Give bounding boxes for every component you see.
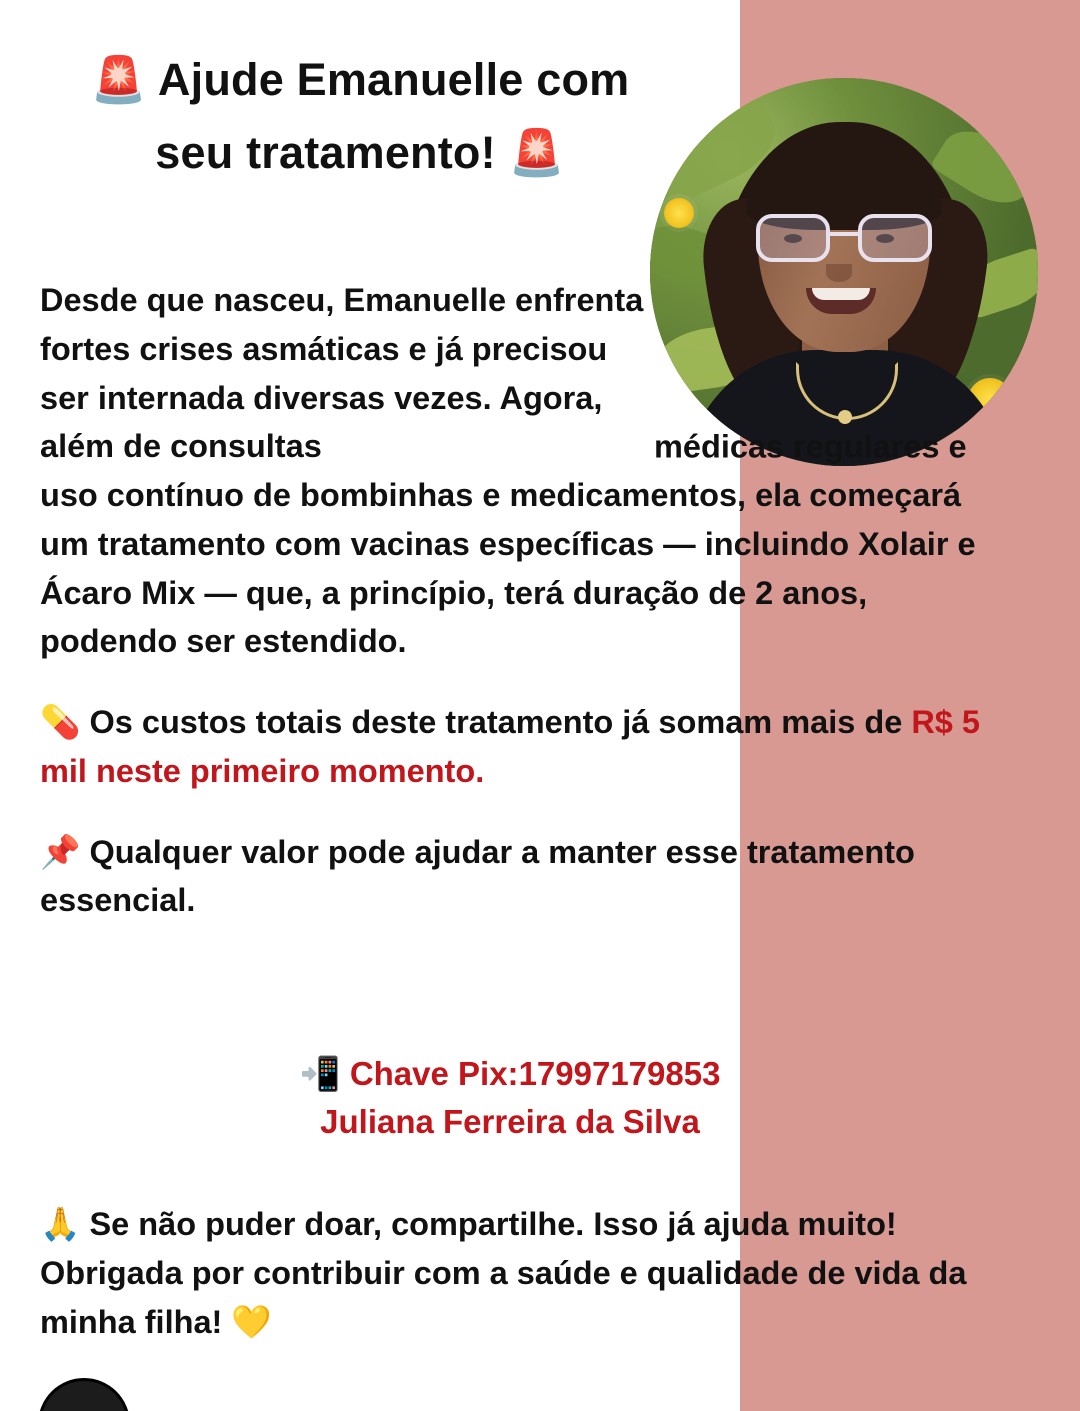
pix-key-value[interactable]: 17997179853 bbox=[518, 1055, 721, 1092]
help-text: Qualquer valor pode ajudar a manter esse tratamento essencial. bbox=[40, 833, 915, 919]
title-line-2: seu tratamento! bbox=[155, 126, 496, 178]
yellow-heart-icon: 💛 bbox=[231, 1302, 272, 1341]
closing-text: Se não puder doar, compartilhe. Isso já ajuda muito! Obrigada por contribuir com a saúde e qualidade de vida da minha filha! bbox=[40, 1206, 967, 1340]
body-text bbox=[40, 276, 980, 957]
pushpin-icon: 📌 bbox=[40, 832, 81, 871]
page-title bbox=[40, 44, 680, 190]
title-line-1: Ajude Emanuelle com bbox=[157, 54, 630, 105]
costs-highlight: R$ 5 mil neste primeiro momento. bbox=[40, 704, 980, 789]
siren-icon-2: 🚨 bbox=[508, 125, 565, 179]
pill-icon: 💊 bbox=[40, 703, 81, 741]
pix-key-label: Chave Pix: bbox=[349, 1055, 519, 1092]
closing-paragraph bbox=[40, 1200, 980, 1346]
costs-text: Os custos totais deste tratamento já somam mais de bbox=[89, 704, 912, 740]
story-part-1: Desde que nasceu, Emanuelle enfrenta fortes crises asmáticas e já precisou ser internada diversas vezes. Agora, além de consultas bbox=[40, 282, 644, 465]
siren-icon: 🚨 bbox=[90, 53, 147, 106]
help-paragraph bbox=[40, 828, 980, 926]
story-part-2: médicas regulares e uso contínuo de bombinhas e medicamentos, ela começará um tratamento com vacinas específicas — incluindo Xolair e Ácaro Mix — que, a princípio, terá duração de 2 anos, podendo ser estendido. bbox=[40, 428, 976, 660]
pix-key-line[interactable] bbox=[40, 1050, 980, 1098]
mobile-phone-icon: 📲 bbox=[299, 1054, 341, 1093]
bottom-avatar-circle[interactable] bbox=[38, 1378, 130, 1411]
pix-holder-name: Juliana Ferreira da Silva bbox=[320, 1102, 700, 1140]
costs-paragraph bbox=[40, 698, 980, 796]
pix-payment-block[interactable] bbox=[40, 1050, 980, 1146]
story-paragraph bbox=[40, 276, 980, 666]
praying-hands-icon: 🙏 bbox=[40, 1205, 81, 1243]
